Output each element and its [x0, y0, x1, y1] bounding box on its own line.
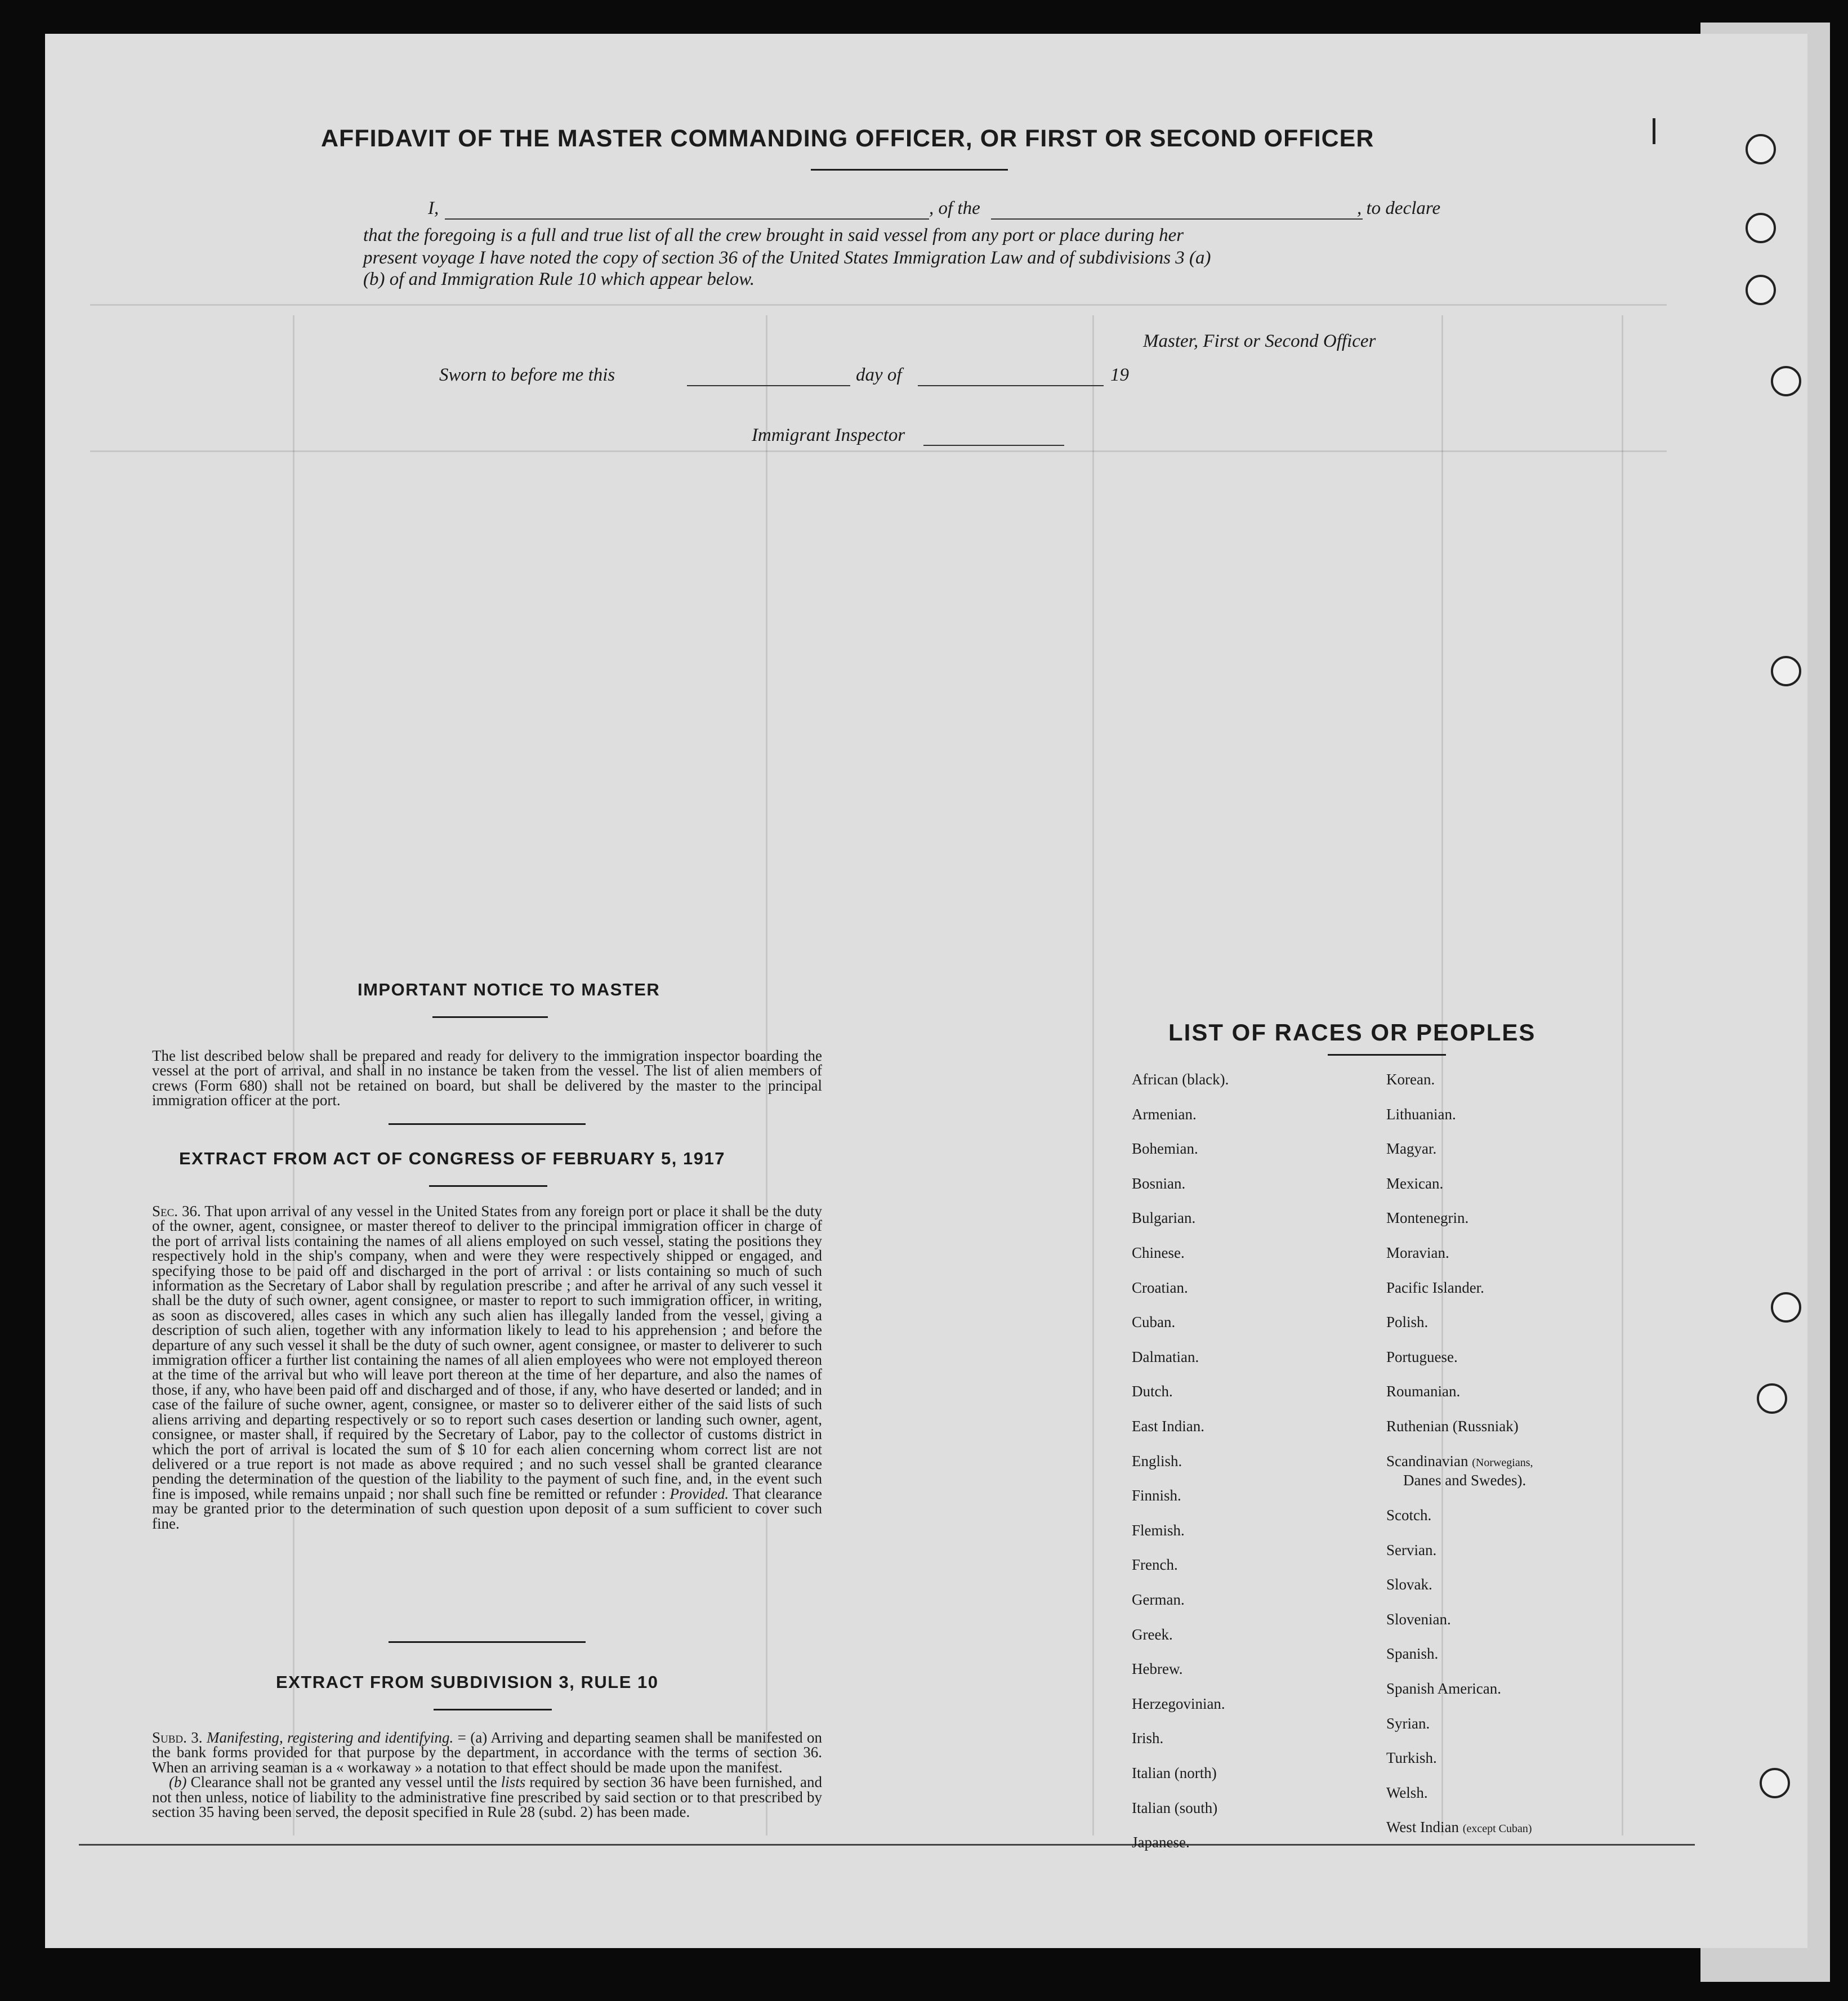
- race-item: Bulgarian.: [1132, 1209, 1196, 1227]
- race-item: Finnish.: [1132, 1487, 1181, 1504]
- declarant-name-field[interactable]: [445, 218, 929, 220]
- race-item: Lithuanian.: [1386, 1105, 1456, 1123]
- to-declare-label: , to declare: [1357, 198, 1441, 218]
- race-item: Dutch.: [1132, 1383, 1173, 1400]
- notice-divider: [389, 1123, 586, 1125]
- race-item: Mexican.: [1386, 1174, 1444, 1192]
- race-item: Pacific Islander.: [1386, 1279, 1484, 1296]
- race-item: Chinese.: [1132, 1244, 1185, 1261]
- race-item-scandinavian-note: Danes and Swedes).: [1403, 1472, 1526, 1489]
- race-item: Slovak.: [1386, 1576, 1432, 1593]
- race-item: East Indian.: [1132, 1418, 1204, 1435]
- race-item: Scotch.: [1386, 1507, 1432, 1524]
- race-item-west-indian: West Indian (except Cuban): [1386, 1819, 1532, 1835]
- bottom-rule: [79, 1844, 1695, 1846]
- binder-hole: [1757, 1383, 1787, 1414]
- affidavit-title: AFFIDAVIT OF THE MASTER COMMANDING OFFICER, OR FIRST OR SECOND OFFICER: [321, 125, 1374, 152]
- affidavit-body-line: present voyage I have noted the copy of section 36 of the United States Immigration Law and of subdivisions 3 (a): [363, 248, 1211, 268]
- binder-hole: [1760, 1768, 1790, 1798]
- race-item: Spanish.: [1386, 1645, 1439, 1663]
- race-item: Syrian.: [1386, 1714, 1430, 1732]
- notice-text: The list described below shall be prepared and ready for delivery to the immigration inspector boarding the vessel at the port of arrival, and shall in no instance be taken from the vessel. The list of alien members of crews (Form 680) shall not be retained on board, but shall be delivered by the master to the principal immigration officer at the port.: [152, 1047, 822, 1109]
- race-item: English.: [1132, 1452, 1182, 1470]
- races-heading: LIST OF RACES OR PEOPLES: [1168, 1019, 1536, 1046]
- race-item: Italian (south): [1132, 1799, 1218, 1816]
- act-extract-heading: EXTRACT FROM ACT OF CONGRESS OF FEBRUARY 5, 1917: [179, 1149, 725, 1168]
- race-item: Magyar.: [1386, 1140, 1437, 1158]
- binder-hole: [1746, 134, 1776, 164]
- race-item: Polish.: [1386, 1314, 1429, 1331]
- declarant-label: I,: [428, 198, 439, 218]
- show-through-line: [1092, 315, 1094, 1835]
- binder-hole: [1771, 656, 1801, 686]
- vessel-label: , of the: [929, 198, 980, 218]
- race-item: Irish.: [1132, 1730, 1164, 1747]
- race-item: Japanese.: [1132, 1834, 1190, 1851]
- rule-extract-heading: EXTRACT FROM SUBDIVISION 3, RULE 10: [276, 1672, 659, 1692]
- show-through-line: [1441, 315, 1443, 1835]
- act-heading-underline: [429, 1185, 547, 1187]
- show-through-line: [90, 304, 1667, 306]
- races-heading-underline: [1328, 1054, 1446, 1056]
- sworn-label: Sworn to before me this: [439, 365, 615, 385]
- sworn-day-field[interactable]: [687, 385, 850, 386]
- inspector-label: Immigrant Inspector: [752, 425, 905, 445]
- race-item: Bohemian.: [1132, 1140, 1198, 1158]
- rule-heading-underline: [434, 1709, 552, 1710]
- race-item: Flemish.: [1132, 1521, 1185, 1539]
- affidavit-body-line: (b) of and Immigration Rule 10 which appear below.: [363, 269, 755, 289]
- race-item: Portuguese.: [1386, 1348, 1458, 1365]
- race-item: Cuban.: [1132, 1314, 1176, 1331]
- title-underline: [811, 169, 1008, 171]
- show-through-line: [1622, 315, 1623, 1835]
- race-item: African (black).: [1132, 1071, 1229, 1088]
- race-item: Hebrew.: [1132, 1660, 1183, 1678]
- section-36-label: Sec. 36.: [152, 1203, 201, 1220]
- signatory-label: Master, First or Second Officer: [1143, 331, 1376, 351]
- race-item: Servian.: [1386, 1541, 1437, 1558]
- race-item: Slovenian.: [1386, 1610, 1451, 1628]
- race-item: Herzegovinian.: [1132, 1695, 1225, 1712]
- race-item: Spanish American.: [1386, 1680, 1501, 1697]
- race-item: Armenian.: [1132, 1105, 1197, 1123]
- binder-hole: [1746, 213, 1776, 243]
- affidavit-body-line: that the foregoing is a full and true list of all the crew brought in said vessel from any port or place during her: [363, 225, 1184, 245]
- race-item-scandinavian: Scandinavian (Norwegians,: [1386, 1453, 1533, 1470]
- inspector-signature-field[interactable]: [923, 445, 1064, 446]
- notice-underline: [432, 1016, 548, 1018]
- binder-hole: [1771, 366, 1801, 396]
- year-label: 19: [1110, 365, 1129, 385]
- race-item: Turkish.: [1386, 1749, 1437, 1767]
- race-item: Dalmatian.: [1132, 1348, 1199, 1365]
- race-item: French.: [1132, 1556, 1178, 1574]
- race-item: Moravian.: [1386, 1244, 1449, 1261]
- document-sheet: [45, 34, 1807, 1948]
- sworn-month-field[interactable]: [918, 385, 1104, 386]
- race-item: Welsh.: [1386, 1784, 1428, 1801]
- page-number-mark: [1653, 118, 1655, 144]
- race-item: Bosnian.: [1132, 1174, 1186, 1192]
- show-through-line: [90, 450, 1667, 452]
- binder-hole: [1771, 1292, 1801, 1323]
- act-divider: [389, 1641, 586, 1643]
- race-item: Greek.: [1132, 1625, 1173, 1643]
- vessel-name-field[interactable]: [991, 218, 1363, 220]
- race-item: Roumanian.: [1386, 1383, 1461, 1400]
- binder-hole: [1746, 275, 1776, 305]
- race-item: Korean.: [1386, 1071, 1435, 1088]
- rule-extract-text: Subd. 3. Manifesting, registering and identifying. = (a) Arriving and departing seamen shall be manifested on the bank forms provided for that purpose by the department, in accordance with the terms of section 36. When an arriving seaman is a « workaway » a notation to that effect should be made upon the manifest. (b) Clearance shall not be granted any vessel until the lists required by section 36 have been furnished, and not then unless, notice of liability to the administrative fine prescribed by said section or to that prescribed by section 35 having been served, the deposit specified in Rule 28 (subd. 2) has been made.: [152, 1729, 823, 1821]
- notice-heading: IMPORTANT NOTICE TO MASTER: [358, 980, 660, 999]
- race-item: Ruthenian (Russniak): [1386, 1418, 1519, 1435]
- race-item: Italian (north): [1132, 1765, 1217, 1781]
- act-extract-text: Sec. 36. That upon arrival of any vessel in the United States from any foreign port or place it shall be the duty of the owner, agent, consignee, or master thereof to deliver to the principal immigration officer in charge of the port of arrival lists containing the names of all aliens employed on such vessel, stating the positions they respectively hold in the ship's company, when and were they were respectively shipped or engaged, and specifying those to be paid off and discharged in the port of arrival : or lists containing so much of such information as the Secretary of Labor shall by regulation prescribe ; and after he arrival of any such vessel it shall be the duty of such owner, agent consignee, or master to report to such immigration officer, in writing, as soon as discovered, alles cases in which any such alien has illegally landed from the vessel, giving a description of such alien, together with any information likely to lead to his apprehension ; and before the departure of any such vessel it shall be the duty of such owner, agent consignee, or master to deliverer to such immigration officer a further list containing the names of all alien employees who were not employed thereon at the time of the arrival but who will leave port thereon at the time of her departure, and also the names of those, if any, who have been paid off and discharged and of those, if any, who have deserted or landed; and in case of the failure of suche owner, agent, consignee, or master so to deliverer either of the said lists of such aliens arriving and departing respectively or so to report such cases desertion or landing such owner, agent, consignee, or master shall, if required by the Secretary of Labor, pay to the collector of customs district in which the port of arrival is located the sum of $ 10 for each alien concerning whom correct list are not delivered or a true report is not made as above required ; and no such vessel shall be granted clearance pending the determination of the question of the liability to the payment of such fine, and, in the event such fine is imposed, while remains unpaid ; nor shall such fine be remitted or refunder : Provided. That clearance may be granted prior to the determination of such question upon deposit of a sum sufficient to cover such fine.: [152, 1203, 823, 1532]
- race-item: Montenegrin.: [1386, 1209, 1469, 1227]
- race-item: Croatian.: [1132, 1279, 1188, 1296]
- race-item: German.: [1132, 1591, 1185, 1608]
- day-of-label: day of: [856, 365, 902, 385]
